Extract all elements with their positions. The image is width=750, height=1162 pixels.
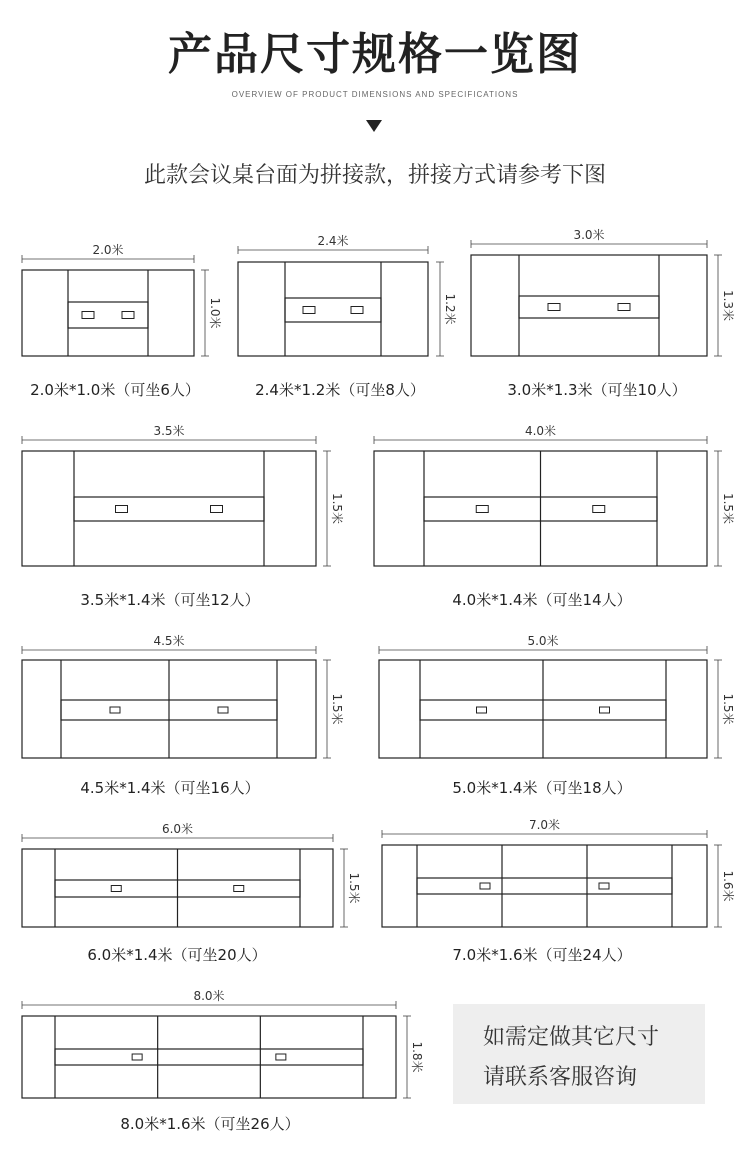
- wire-box-icon: [111, 886, 121, 892]
- wire-box-icon: [476, 506, 488, 513]
- wire-box-icon: [116, 506, 128, 513]
- table-outline: [22, 1016, 396, 1098]
- table-outline: [238, 262, 428, 356]
- length-label: 8.0米: [193, 989, 225, 1003]
- length-label: 4.5米: [153, 634, 185, 648]
- width-label: 1.5米: [330, 693, 344, 725]
- wire-box-icon: [593, 506, 605, 513]
- wire-box-icon: [122, 312, 134, 319]
- width-label: 1.2米: [443, 293, 457, 325]
- length-label: 2.4米: [317, 234, 349, 248]
- center-cable-band: [55, 1049, 363, 1065]
- center-cable-band: [417, 878, 672, 894]
- table-outline: [382, 845, 707, 927]
- length-label: 7.0米: [528, 818, 561, 832]
- table-outline: [22, 451, 316, 566]
- size-caption: 3.0米*1.3米（可坐10人）: [507, 381, 687, 399]
- length-label: 5.0米: [527, 634, 559, 648]
- size-caption: 7.0米*1.6米（可坐24人）: [452, 946, 632, 964]
- size-caption: 6.0米*1.4米（可坐20人）: [87, 946, 267, 964]
- length-label: 3.5米: [153, 424, 185, 438]
- wire-box-icon: [477, 707, 487, 713]
- notice-line-1: 如需定做其它尺寸: [483, 1025, 660, 1050]
- page-title: 产品尺寸规格一览图: [168, 29, 582, 80]
- notice-line-2: 请联系客服咨询: [483, 1065, 638, 1090]
- size-caption: 5.0米*1.4米（可坐18人）: [452, 779, 632, 797]
- center-cable-band: [68, 302, 148, 328]
- center-cable-band: [74, 497, 264, 521]
- width-label: 1.0米: [208, 297, 222, 329]
- width-label: 1.8米: [410, 1041, 424, 1073]
- length-label: 3.0米: [573, 228, 605, 242]
- size-caption: 4.0米*1.4米（可坐14人）: [452, 591, 632, 609]
- wire-box-icon: [234, 886, 244, 892]
- wire-box-icon: [276, 1054, 286, 1060]
- length-label: 2.0米: [92, 243, 124, 257]
- wire-box-icon: [132, 1054, 142, 1060]
- width-label: 1.6米: [721, 870, 735, 902]
- custom-size-notice: [453, 1004, 705, 1104]
- size-caption: 8.0米*1.6米（可坐26人）: [120, 1115, 300, 1133]
- width-label: 1.5米: [721, 492, 735, 525]
- length-label: 6.0米: [161, 822, 194, 836]
- width-label: 1.3米: [721, 289, 735, 322]
- wire-box-icon: [82, 312, 94, 319]
- size-caption: 2.0米*1.0米（可坐6人）: [30, 381, 200, 399]
- intro-text: 此款会议桌台面为拼接款，拼接方式请参考下图: [143, 163, 606, 188]
- width-label: 1.5米: [721, 693, 735, 725]
- wire-box-icon: [218, 707, 228, 713]
- center-cable-band: [285, 298, 381, 322]
- wire-box-icon: [618, 304, 630, 311]
- wire-box-icon: [548, 304, 560, 311]
- width-label: 1.5米: [330, 492, 344, 525]
- wire-box-icon: [211, 506, 223, 513]
- table-outline: [22, 270, 194, 356]
- wire-box-icon: [480, 883, 490, 889]
- size-caption: 3.5米*1.4米（可坐12人）: [80, 591, 260, 609]
- size-caption: 2.4米*1.2米（可坐8人）: [255, 381, 425, 399]
- wire-box-icon: [600, 707, 610, 713]
- length-label: 4.0米: [524, 424, 557, 438]
- table-outline: [471, 255, 707, 356]
- page-subtitle: OVERVIEW OF PRODUCT DIMENSIONS AND SPECIFICATIONS: [231, 90, 519, 99]
- size-caption: 4.5米*1.4米（可坐16人）: [80, 779, 260, 797]
- wire-box-icon: [110, 707, 120, 713]
- wire-box-icon: [303, 307, 315, 314]
- width-label: 1.5米: [347, 872, 361, 904]
- wire-box-icon: [351, 307, 363, 314]
- wire-box-icon: [599, 883, 609, 889]
- center-cable-band: [519, 296, 659, 318]
